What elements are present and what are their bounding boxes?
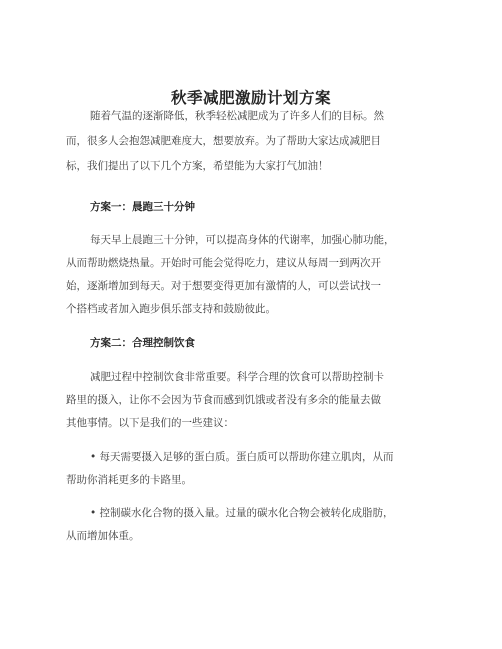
page-title: 秋季减肥激励计划方案 <box>170 89 331 107</box>
intro-line-3: 标，我们提出了以下几个方案，希望能为大家打气加油！ <box>66 160 329 172</box>
plan2-heading: 方案二：合理控制饮食 <box>90 337 195 349</box>
bullet-2-line-1: • 控制碳水化合物的摄入量。过量的碳水化合物会被转化成脂肪， <box>90 507 394 519</box>
intro-line-1: 随着气温的逐渐降低，秋季轻松减肥成为了许多人们的目标。然 <box>90 110 384 122</box>
plan1-line-1: 每天早上晨跑三十分钟，可以提高身体的代谢率，加强心肺功能， <box>90 234 395 246</box>
plan2-line-2: 路里的摄入，让你不会因为节食而感到饥饿或者没有多余的能量去做 <box>66 394 381 406</box>
intro-line-2: 而，很多人会抱怨减肥难度大，想要放弃。为了帮助大家达成减肥目 <box>66 135 381 147</box>
plan2-line-1: 减肥过程中控制饮食非常重要。科学合理的饮食可以帮助控制卡 <box>90 371 384 383</box>
plan2-line-3: 其他事情。以下是我们的一些建议： <box>66 417 234 429</box>
plan1-line-3: 始，逐渐增加到每天。对于想要变得更加有激情的人，可以尝试找一 <box>66 280 381 292</box>
bullet-1-line-1: • 每天需要摄入足够的蛋白质。蛋白质可以帮助你建立肌肉，从而 <box>90 451 394 463</box>
plan1-line-2: 从而帮助燃烧热量。开始时可能会觉得吃力，建议从每周一到两次开 <box>66 257 381 269</box>
plan1-line-4: 个搭档或者加入跑步俱乐部支持和鼓励彼此。 <box>66 303 276 315</box>
plan1-heading: 方案一：晨跑三十分钟 <box>90 201 195 213</box>
bullet-2-line-2: 从而增加体重。 <box>66 530 140 542</box>
bullet-1-line-2: 帮助你消耗更多的卡路里。 <box>66 474 192 486</box>
